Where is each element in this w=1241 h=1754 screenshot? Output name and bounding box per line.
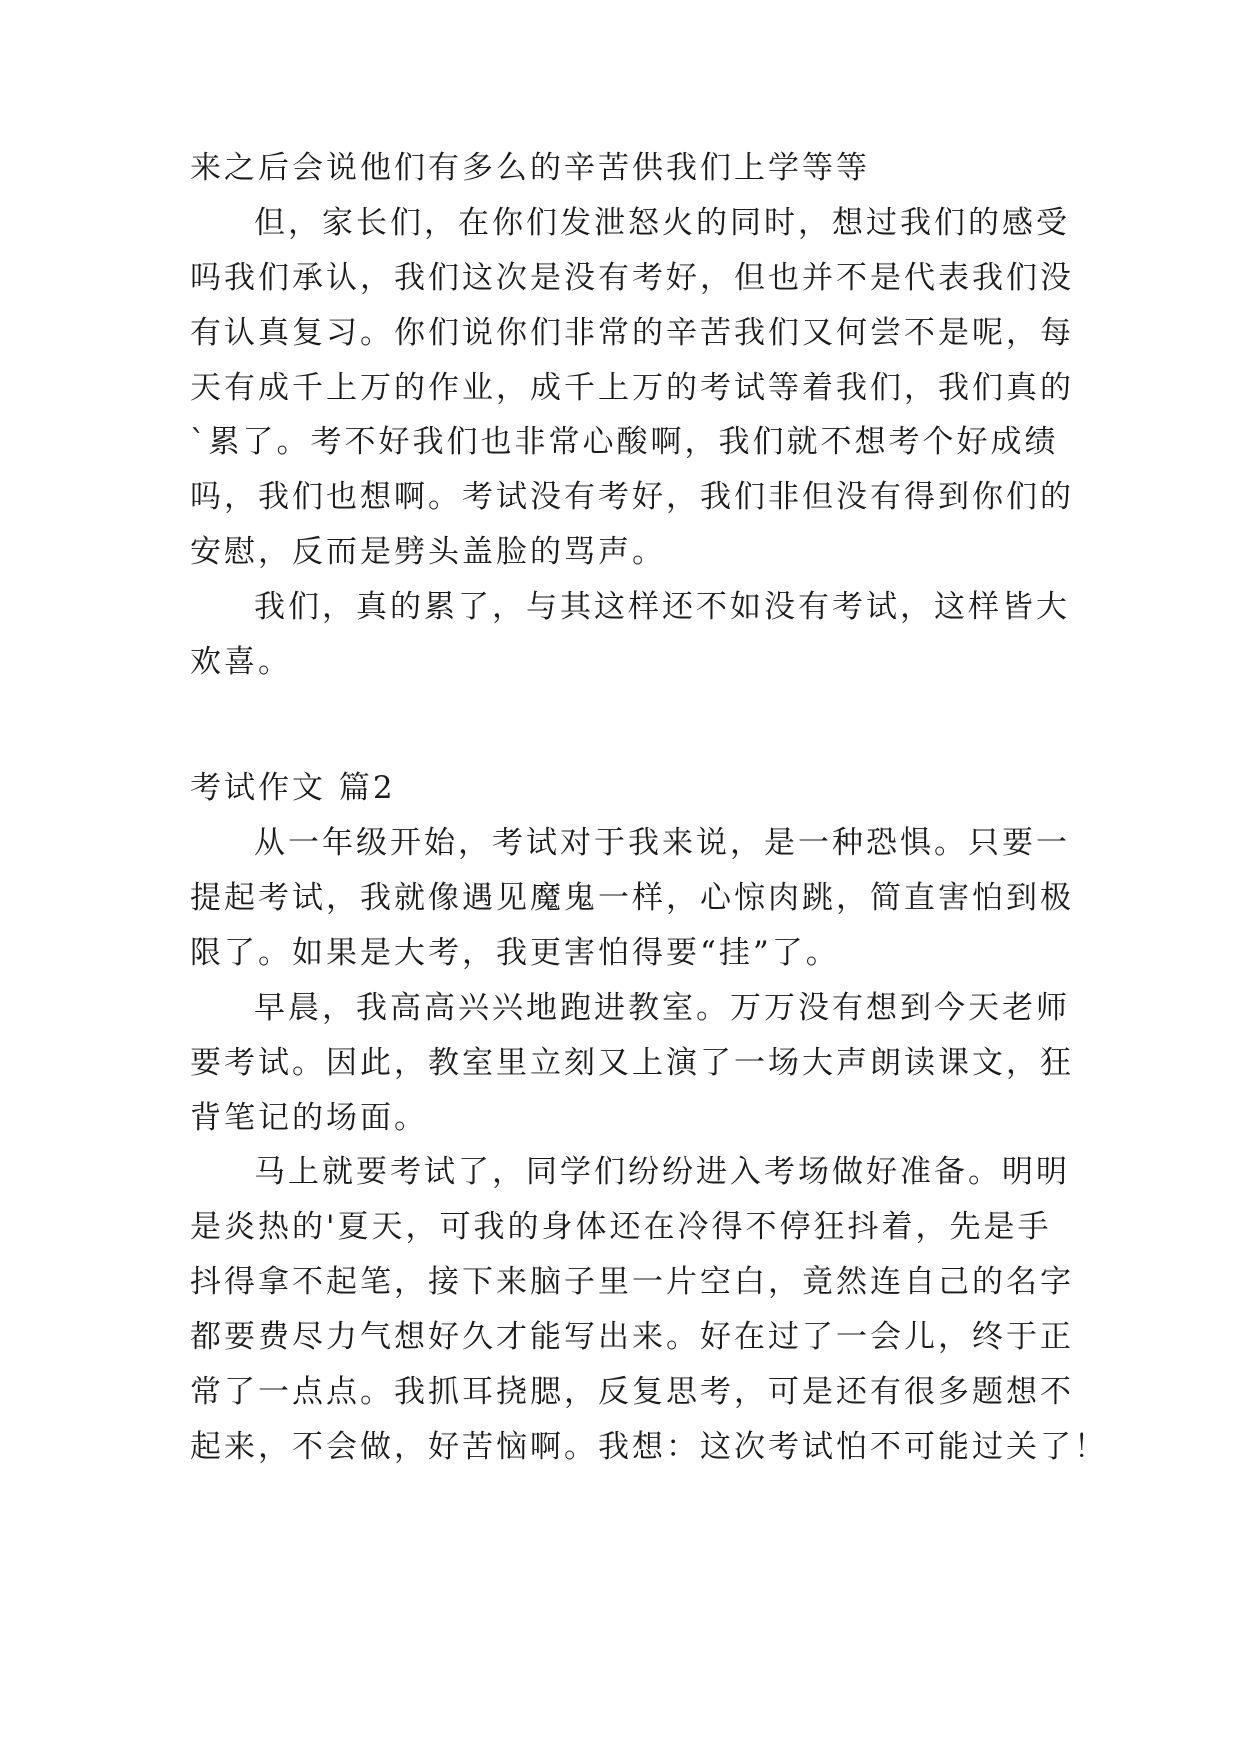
paragraph-line: 抖得拿不起笔，接下来脑子里一片空白，竟然连自己的名字 <box>190 1264 1074 1300</box>
paragraph-line: 都要费尽力气想好久才能写出来。好在过了一会儿，终于正 <box>190 1319 1074 1355</box>
paragraph-line: 我们，真的累了，与其这样还不如没有考试，这样皆大 <box>254 589 1070 625</box>
paragraph-line: 起来，不会做，好苦恼啊。我想：这次考试怕不可能过关了！ <box>190 1429 1108 1465</box>
section-title: 考试作文 篇2 <box>190 770 396 806</box>
paragraph-line: 要考试。因此，教室里立刻又上演了一场大声朗读课文，狂 <box>190 1045 1074 1081</box>
paragraph-line: 是炎热的'夏天，可我的身体还在冷得不停狂抖着，先是手 <box>190 1209 1052 1245</box>
paragraph-line: 有认真复习。你们说你们非常的辛苦我们又何尝不是呢，每 <box>190 315 1074 351</box>
paragraph-line: `累了。考不好我们也非常心酸啊，我们就不想考个好成绩 <box>190 424 1059 460</box>
paragraph-line: 早晨，我高高兴兴地跑进教室。万万没有想到今天老师 <box>254 990 1070 1026</box>
paragraph-line: 安慰，反而是劈头盖脸的骂声。 <box>190 534 666 570</box>
paragraph-line: 背笔记的场面。 <box>190 1100 428 1136</box>
paragraph-line: 限了。如果是大考，我更害怕得要“挂”了。 <box>190 935 840 971</box>
paragraph-line: 吗，我们也想啊。考试没有考好，我们非但没有得到你们的 <box>190 479 1074 515</box>
paragraph-line: 吗我们承认，我们这次是没有考好，但也并不是代表我们没 <box>190 260 1074 296</box>
paragraph-line: 提起考试，我就像遇见魔鬼一样，心惊肉跳，简直害怕到极 <box>190 880 1074 916</box>
paragraph-line: 天有成千上万的作业，成千上万的考试等着我们，我们真的 <box>190 370 1074 406</box>
paragraph-line: 来之后会说他们有多么的辛苦供我们上学等等 <box>190 150 870 186</box>
paragraph-line: 但，家长们，在你们发泄怒火的同时，想过我们的感受 <box>254 205 1070 241</box>
paragraph-line: 马上就要考试了，同学们纷纷进入考场做好准备。明明 <box>254 1154 1070 1190</box>
paragraph-line: 欢喜。 <box>190 644 292 680</box>
paragraph-line: 从一年级开始，考试对于我来说，是一种恐惧。只要一 <box>254 825 1070 861</box>
paragraph-line: 常了一点点。我抓耳挠腮，反复思考，可是还有很多题想不 <box>190 1374 1074 1410</box>
